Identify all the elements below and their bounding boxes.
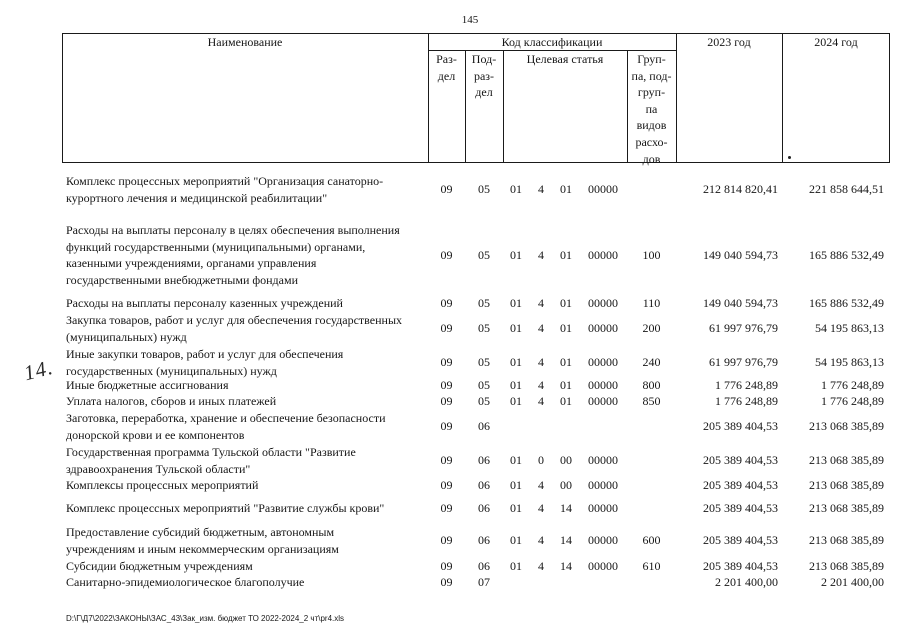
header-vr-line: па [645, 101, 658, 116]
row-razdel: 09 [440, 533, 453, 547]
row-name-line: Уплата налогов, сборов и иных платежей [66, 394, 277, 408]
row-razdel: 09 [440, 419, 453, 433]
table-row [62, 377, 890, 394]
row-name-line: Закупка товаров, работ и услуг для обеспечения государственных [66, 313, 403, 327]
row-razdel: 09 [440, 377, 453, 392]
row-amount-2023: 61 997 976,79 [709, 355, 778, 369]
header-name: Наименование [207, 35, 283, 49]
row-amount-2023: 149 040 594,73 [703, 295, 778, 310]
header-year-2024: 2024 год [814, 35, 858, 49]
row-target-article-part: 01 [560, 295, 572, 310]
header-code: Код классификации [501, 35, 603, 49]
row-target-article-part: 01 [510, 321, 522, 335]
row-podrazdel: 05 [478, 355, 490, 369]
row-target-article-part: 00000 [588, 393, 618, 408]
header-vr-line: дов [642, 151, 661, 166]
row-target-article-part: 01 [510, 393, 522, 408]
header-target [503, 51, 627, 68]
row-target-article-part: 00000 [588, 453, 618, 467]
row-amount-2024: 2 201 400,00 [821, 574, 884, 589]
row-name-line: Заготовка, переработка, хранение и обеспечение безопасности [66, 411, 386, 425]
row-name-line: курортного лечения и медицинской реабилитации" [66, 190, 328, 205]
row-amount-2024: 54 195 863,13 [815, 321, 884, 335]
row-target-article-part: 01 [560, 377, 572, 392]
row-target-article-part: 00000 [588, 533, 618, 547]
page-number: 145 [461, 14, 479, 26]
row-target-article [503, 248, 627, 263]
row-target-article-part: 4 [538, 321, 544, 335]
scan-speck [788, 156, 791, 159]
row-amount-2023: 149 040 594,73 [703, 247, 778, 262]
row-amount-2024: 165 886 532,49 [809, 247, 884, 262]
row-name-line: казенными учреждениями, органами управления [66, 256, 317, 270]
row-target-article-part: 00000 [588, 558, 618, 573]
row-expense-group: 610 [642, 558, 661, 573]
row-amount-2023: 205 389 404,53 [703, 477, 778, 492]
row-target-article-part: 00000 [588, 182, 618, 196]
header-vr [627, 51, 676, 167]
row-razdel: 09 [440, 393, 453, 408]
row-target-article-part: 4 [538, 295, 544, 310]
header-podrazdel-line: Под- [471, 52, 497, 66]
row-podrazdel: 05 [478, 393, 490, 408]
row-expense-group: 200 [642, 321, 661, 335]
row-name [62, 312, 428, 345]
row-target-article-part: 01 [510, 377, 522, 392]
row-name-line: государственными внебюджетными фондами [66, 272, 299, 287]
row-amount-2024: 213 068 385,89 [809, 453, 884, 467]
row-target-article [503, 478, 627, 493]
row-expense-group: 240 [642, 355, 661, 369]
row-target-article-part: 14 [560, 558, 572, 573]
row-podrazdel: 05 [478, 182, 490, 196]
row-name [62, 524, 428, 557]
row-name [62, 500, 428, 517]
header-target-line: Целевая статья [526, 52, 604, 66]
row-name [62, 222, 428, 288]
table-row [62, 312, 890, 345]
row-amount-2024: 221 858 644,51 [809, 182, 884, 196]
row-name-line: Субсидии бюджетным учреждениям [66, 559, 253, 573]
row-target-article [503, 501, 627, 516]
row-name-line: (муниципальных) нужд [66, 329, 187, 344]
row-podrazdel: 05 [478, 247, 490, 262]
row-target-article-part: 01 [510, 533, 522, 547]
row-target-article-part: 01 [510, 477, 522, 492]
row-name [62, 173, 428, 206]
row-target-article-part: 4 [538, 533, 544, 547]
row-razdel: 09 [440, 453, 453, 467]
handwritten-mark: 14. [21, 354, 56, 386]
row-target-article-part: 01 [510, 500, 522, 515]
row-podrazdel: 05 [478, 377, 490, 392]
row-target-article-part: 01 [560, 355, 572, 369]
header-vr-line: груп- [637, 85, 666, 100]
header-razdel [428, 51, 465, 84]
row-target-article [503, 453, 627, 468]
row-target-article-part: 4 [538, 377, 544, 392]
row-amount-2023: 212 814 820,41 [703, 182, 778, 196]
row-podrazdel: 05 [478, 321, 490, 335]
row-target-article-part: 01 [560, 247, 572, 262]
row-amount-2024: 213 068 385,89 [809, 533, 884, 547]
header-razdel-line: Раз- [436, 52, 457, 66]
row-target-article [503, 296, 627, 311]
row-name-line: Государственная программа Тульской области "Развитие [66, 445, 356, 459]
row-name-line: учреждениям и иным некоммерческим организациям [66, 541, 339, 556]
row-target-article-part: 00000 [588, 295, 618, 310]
row-name-line: Расходы на выплаты персоналу в целях обеспечения выполнения [66, 223, 400, 237]
row-podrazdel: 06 [478, 558, 490, 573]
table-row [62, 346, 890, 379]
row-amount-2024: 54 195 863,13 [815, 355, 884, 369]
row-razdel: 09 [440, 247, 453, 262]
row-razdel: 09 [440, 574, 453, 589]
header-podrazdel [465, 51, 503, 101]
row-name [62, 295, 428, 312]
row-target-article-part: 01 [510, 247, 522, 262]
row-target-article-part: 00000 [588, 247, 618, 262]
row-name [62, 346, 428, 379]
row-amount-2024: 213 068 385,89 [809, 500, 884, 515]
row-target-article-part: 00000 [588, 355, 618, 369]
row-target-article [503, 378, 627, 393]
row-target-article [503, 321, 627, 336]
row-target-article-part: 01 [510, 558, 522, 573]
row-podrazdel: 07 [478, 574, 490, 589]
table-row [62, 444, 890, 477]
header-divider [676, 33, 677, 163]
row-razdel: 09 [440, 295, 453, 310]
table-row [62, 558, 890, 575]
row-target-article-part: 14 [560, 533, 572, 547]
row-target-article [503, 182, 627, 197]
row-target-article-part: 4 [538, 477, 544, 492]
row-target-article-part: 00000 [588, 321, 618, 335]
table-row [62, 524, 890, 557]
row-name [62, 558, 428, 575]
row-amount-2023: 205 389 404,53 [703, 533, 778, 547]
row-target-article-part: 01 [510, 182, 522, 196]
row-name-line: Комплексы процессных мероприятий [66, 478, 259, 492]
row-amount-2024: 213 068 385,89 [809, 419, 884, 433]
row-razdel: 09 [440, 477, 453, 492]
table-row [62, 500, 890, 517]
row-name-line: Расходы на выплаты персоналу казенных учреждений [66, 296, 343, 310]
row-target-article-part: 4 [538, 393, 544, 408]
header-vr-line: расхо- [635, 134, 668, 149]
row-razdel: 09 [440, 558, 453, 573]
row-expense-group: 600 [642, 533, 661, 547]
row-amount-2023: 205 389 404,53 [703, 500, 778, 515]
row-target-article-part: 01 [510, 295, 522, 310]
row-amount-2023: 205 389 404,53 [703, 453, 778, 467]
row-amount-2023: 205 389 404,53 [703, 558, 778, 573]
table-row [62, 393, 890, 410]
row-name-line: Предоставление субсидий бюджетным, автономным [66, 525, 335, 539]
row-amount-2024: 213 068 385,89 [809, 558, 884, 573]
file-path-footer: D:\Г\Д7\2022\ЗАКОНЫ\ЗАС_43\Зак_изм. бюджет ТО 2022-2024_2 чт\pr4.xls [66, 614, 345, 623]
row-amount-2023: 2 201 400,00 [715, 574, 778, 589]
row-podrazdel: 06 [478, 419, 490, 433]
row-name [62, 444, 428, 477]
table-row [62, 222, 890, 288]
row-target-article-part: 01 [510, 355, 522, 369]
header-podrazdel-line: дел [475, 85, 493, 100]
row-expense-group: 850 [642, 393, 661, 408]
row-target-article-part: 00 [560, 477, 572, 492]
row-amount-2024: 165 886 532,49 [809, 295, 884, 310]
row-target-article [503, 533, 627, 548]
row-name [62, 477, 428, 494]
row-razdel: 09 [440, 321, 453, 335]
row-name-line: донорской крови и ее компонентов [66, 427, 245, 442]
row-name [62, 574, 428, 591]
row-target-article-part: 4 [538, 182, 544, 196]
header-year-2023: 2023 год [707, 35, 751, 49]
header-vr-line: Груп- [637, 52, 666, 66]
row-target-article-part: 01 [560, 321, 572, 335]
row-target-article-part: 00 [560, 453, 572, 467]
header-divider [782, 33, 783, 163]
row-amount-2024: 1 776 248,89 [821, 377, 884, 392]
row-target-article-part: 00000 [588, 477, 618, 492]
row-amount-2023: 1 776 248,89 [715, 393, 778, 408]
row-podrazdel: 06 [478, 533, 490, 547]
row-amount-2024: 1 776 248,89 [821, 393, 884, 408]
row-razdel: 09 [440, 355, 453, 369]
row-name-line: Комплекс процессных мероприятий "Организация санаторно- [66, 174, 384, 188]
row-amount-2023: 1 776 248,89 [715, 377, 778, 392]
row-razdel: 09 [440, 182, 453, 196]
header-vr-line: видов [636, 118, 667, 133]
row-name-line: Иные бюджетные ассигнования [66, 378, 229, 392]
row-target-article-part: 4 [538, 558, 544, 573]
row-target-article-part: 01 [560, 393, 572, 408]
header-podrazdel-line: раз- [473, 68, 495, 83]
row-target-article-part: 0 [538, 453, 544, 467]
row-name [62, 410, 428, 443]
row-target-article-part: 4 [538, 500, 544, 515]
row-name [62, 377, 428, 394]
row-target-article [503, 559, 627, 574]
row-expense-group: 100 [642, 247, 661, 262]
row-podrazdel: 06 [478, 453, 490, 467]
row-podrazdel: 06 [478, 477, 490, 492]
row-expense-group: 110 [642, 295, 661, 310]
row-target-article-part: 00000 [588, 377, 618, 392]
row-name [62, 393, 428, 410]
row-target-article-part: 01 [560, 182, 572, 196]
row-amount-2024: 213 068 385,89 [809, 477, 884, 492]
row-target-article-part: 4 [538, 355, 544, 369]
table-row [62, 173, 890, 206]
row-target-article-part: 14 [560, 500, 572, 515]
header-vr-line: па, под- [631, 68, 672, 83]
table-row [62, 574, 890, 591]
row-name-line: государственных (муниципальных) нужд [66, 363, 277, 378]
row-amount-2023: 205 389 404,53 [703, 419, 778, 433]
row-target-article-part: 00000 [588, 500, 618, 515]
row-name-line: Санитарно-эпидемиологическое благополучие [66, 575, 305, 589]
row-target-article [503, 394, 627, 409]
row-target-article-part: 4 [538, 247, 544, 262]
row-amount-2023: 61 997 976,79 [709, 321, 778, 335]
table-row [62, 477, 890, 494]
row-name-line: функций государственными (муниципальными) органами, [66, 239, 366, 254]
table-row [62, 410, 890, 443]
row-expense-group: 800 [642, 377, 661, 392]
table-row [62, 295, 890, 312]
row-name-line: здравоохранения Тульской области" [66, 461, 251, 476]
row-podrazdel: 05 [478, 295, 490, 310]
row-name-line: Комплекс процессных мероприятий "Развитие службы крови" [66, 501, 385, 515]
header-razdel-line: дел [437, 68, 456, 83]
row-podrazdel: 06 [478, 500, 490, 515]
row-target-article-part: 01 [510, 453, 522, 467]
row-razdel: 09 [440, 500, 453, 515]
row-target-article [503, 355, 627, 370]
row-name-line: Иные закупки товаров, работ и услуг для обеспечения [66, 347, 344, 361]
